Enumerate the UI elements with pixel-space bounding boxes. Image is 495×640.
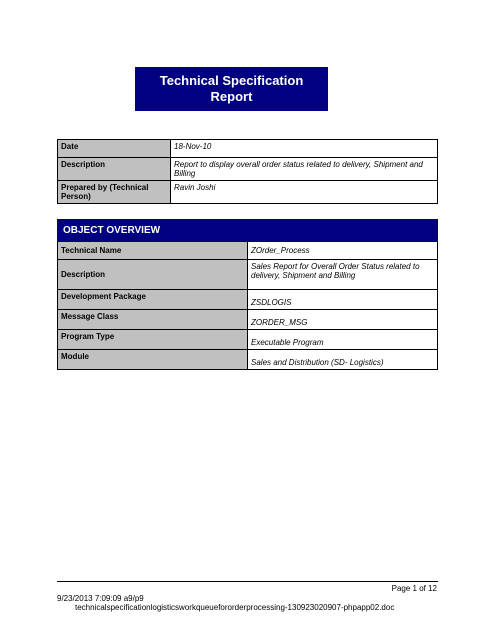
table-row — [58, 181, 438, 204]
table-row — [58, 310, 438, 330]
table-row — [58, 350, 438, 370]
date-value: 18-Nov-10 — [171, 140, 438, 158]
info-table — [57, 139, 438, 204]
prepared-by-label: Prepared by (Technical Person) — [58, 181, 171, 204]
object-overview-table — [57, 219, 438, 370]
object-overview-header: OBJECT OVERVIEW — [58, 220, 438, 242]
table-row — [58, 290, 438, 310]
prepared-by-value: Ravin Joshi — [171, 181, 438, 204]
message-class-value: ZORDER_MSG — [248, 310, 438, 330]
document-title — [135, 67, 328, 111]
program-type-label: Program Type — [58, 330, 248, 350]
table-header-row — [58, 220, 438, 242]
footer-date: 9/23/2013 7:09:09 a9/p9 — [57, 594, 144, 603]
date-label: Date — [58, 140, 171, 158]
table-row — [58, 158, 438, 181]
technical-name-value: ZOrder_Process — [248, 242, 438, 260]
message-class-label: Message Class — [58, 310, 248, 330]
page-number: Page 1 of 12 — [391, 584, 437, 593]
development-package-label: Development Package — [58, 290, 248, 310]
table-row — [58, 330, 438, 350]
table-row — [58, 242, 438, 260]
table-row — [58, 140, 438, 158]
description-label: Description — [58, 158, 171, 181]
module-value: Sales and Distribution (SD- Logistics) — [248, 350, 438, 370]
title-line-2: Report — [210, 89, 253, 104]
development-package-value: ZSDLOGIS — [248, 290, 438, 310]
program-type-value: Executable Program — [248, 330, 438, 350]
description-value: Report to display overall order status related to delivery, Shipment and Billing — [171, 158, 438, 181]
technical-name-label: Technical Name — [58, 242, 248, 260]
title-line-1: Technical Specification — [159, 73, 304, 88]
overview-description-value: Sales Report for Overall Order Status related to delivery, Shipment and Billing — [248, 260, 438, 290]
module-label: Module — [58, 350, 248, 370]
overview-description-label: Description — [58, 260, 248, 290]
table-row — [58, 260, 438, 290]
footer-filename: technicalspecificationlogisticsworkqueuefororderprocessing-130923020907-phpapp02.doc — [75, 603, 395, 612]
footer-divider — [57, 581, 438, 582]
